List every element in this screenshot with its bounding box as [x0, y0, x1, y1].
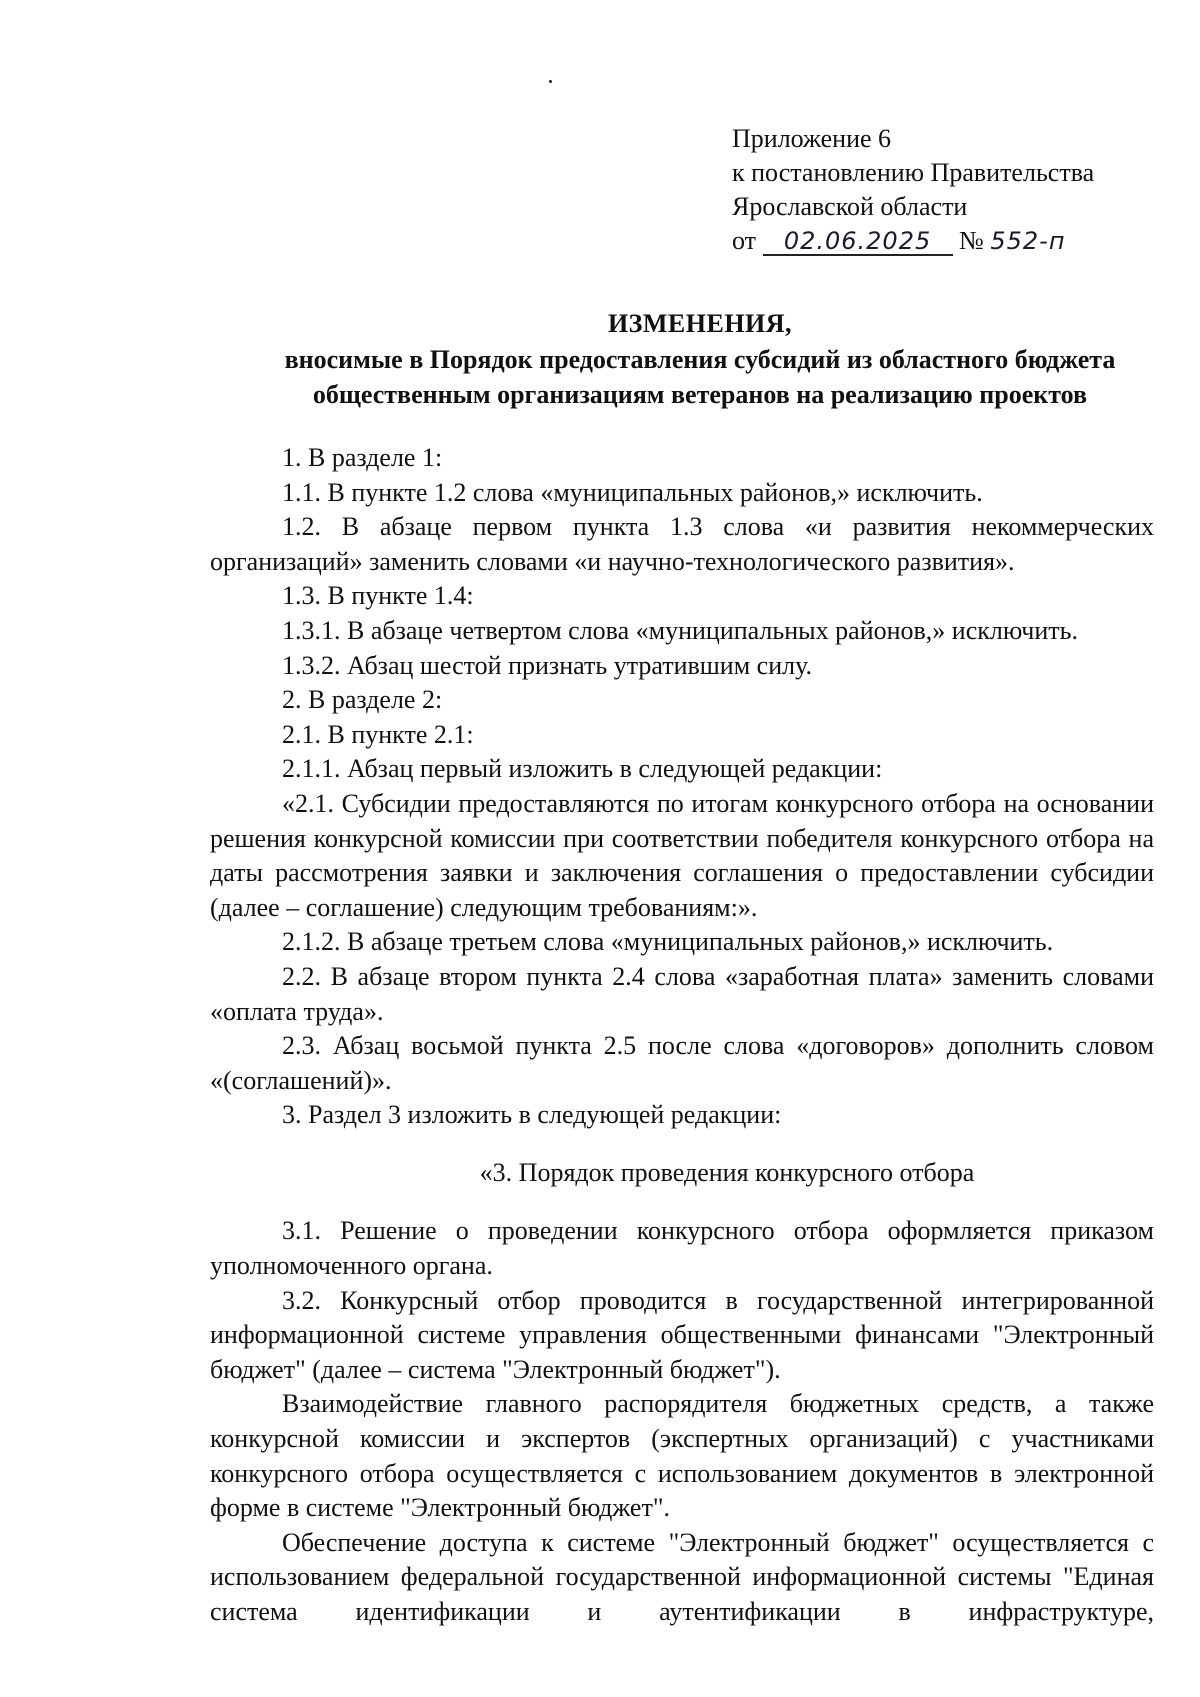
paragraph: 1.2. В абзаце первом пункта 1.3 слова «и развития некоммерческих организаций» заменить словами «и научно-технологического развития».: [210, 512, 1154, 576]
handwritten-date: 02.06.2025: [763, 228, 953, 256]
paragraph: 1.3.1. В абзаце четвертом слова «муниципальных районов,» исключить.: [282, 615, 1078, 645]
paragraph: 1.1. В пункте 1.2 слова «муниципальных районов,» исключить.: [282, 477, 983, 507]
appendix-date-line: [732, 224, 1172, 258]
date-prefix: от: [732, 226, 757, 255]
document-body: [210, 441, 1154, 1630]
paragraph: Обеспечение доступа к системе "Электронный бюджет" осуществляется с использованием федеральной государственной информационной системы "Единая система идентификации и аутентификации в инфраструктуре,: [210, 1527, 1154, 1626]
appendix-line-3: Ярославской области: [732, 192, 968, 221]
paragraph: 2.1. В пункте 2.1:: [282, 719, 474, 749]
paragraph: «2.1. Субсидии предоставляются по итогам конкурсного отбора на основании решения конкурсной комиссии при соответствии победителя конкурсного отбора на даты рассмотрения заявки и заключения соглашения о предоставлении субсидии (далее – соглашение) следующим требованиям:».: [210, 788, 1154, 922]
document-title: ИЗМЕНЕНИЯ,: [607, 309, 793, 338]
scan-speck: [549, 80, 552, 83]
document-subtitle-line-1: вносимые в Порядок предоставления субсидий из областного бюджета: [284, 345, 1116, 374]
section-heading: «3. Порядок проведения конкурсного отбора: [479, 1157, 975, 1187]
paragraph: 2.1.2. В абзаце третьем слова «муниципальных районов,» исключить.: [282, 927, 1054, 957]
paragraph: 2.2. В абзаце втором пункта 2.4 слова «заработная плата» заменить словами «оплата труда».: [210, 961, 1154, 1026]
paragraph: 3.2. Конкурсный отбор проводится в государственной интегрированной информационной системе управления общественными финансами "Электронный бюджет" (далее – система "Электронный бюджет").: [210, 1285, 1154, 1384]
document-subtitle-line-2: общественным организациям ветеранов на реализацию проектов: [312, 380, 1088, 409]
appendix-block: [732, 122, 1172, 258]
paragraph: 2.3. Абзац восьмой пункта 2.5 после слова «договоров» дополнить словом «(соглашений)».: [210, 1031, 1154, 1095]
paragraph: 3. Раздел 3 изложить в следующей редакции:: [282, 1100, 782, 1130]
paragraph: 1.3.2. Абзац шестой признать утратившим силу.: [282, 650, 813, 680]
paragraph: 1.3. В пункте 1.4:: [282, 581, 474, 611]
appendix-line-2: к постановлению Правительства: [732, 158, 1095, 187]
handwritten-number: 552-п: [990, 227, 1066, 255]
paragraph: 2.1.1. Абзац первый изложить в следующей редакции:: [282, 754, 883, 784]
appendix-line-1: Приложение 6: [732, 124, 892, 153]
paragraph: 1. В разделе 1:: [282, 443, 443, 472]
paragraph: 2. В разделе 2:: [282, 685, 443, 715]
number-sign: №: [959, 226, 984, 255]
paragraph: 3.1. Решение о проведении конкурсного отбора оформляется приказом уполномоченного органа.: [210, 1216, 1154, 1281]
paragraph: Взаимодействие главного распорядителя бюджетных средств, а также конкурсной комиссии и экспертов (экспертных организаций) с участниками конкурсного отбора осуществляется с использованием документов в электронной форме в системе "Электронный бюджет".: [210, 1389, 1154, 1523]
